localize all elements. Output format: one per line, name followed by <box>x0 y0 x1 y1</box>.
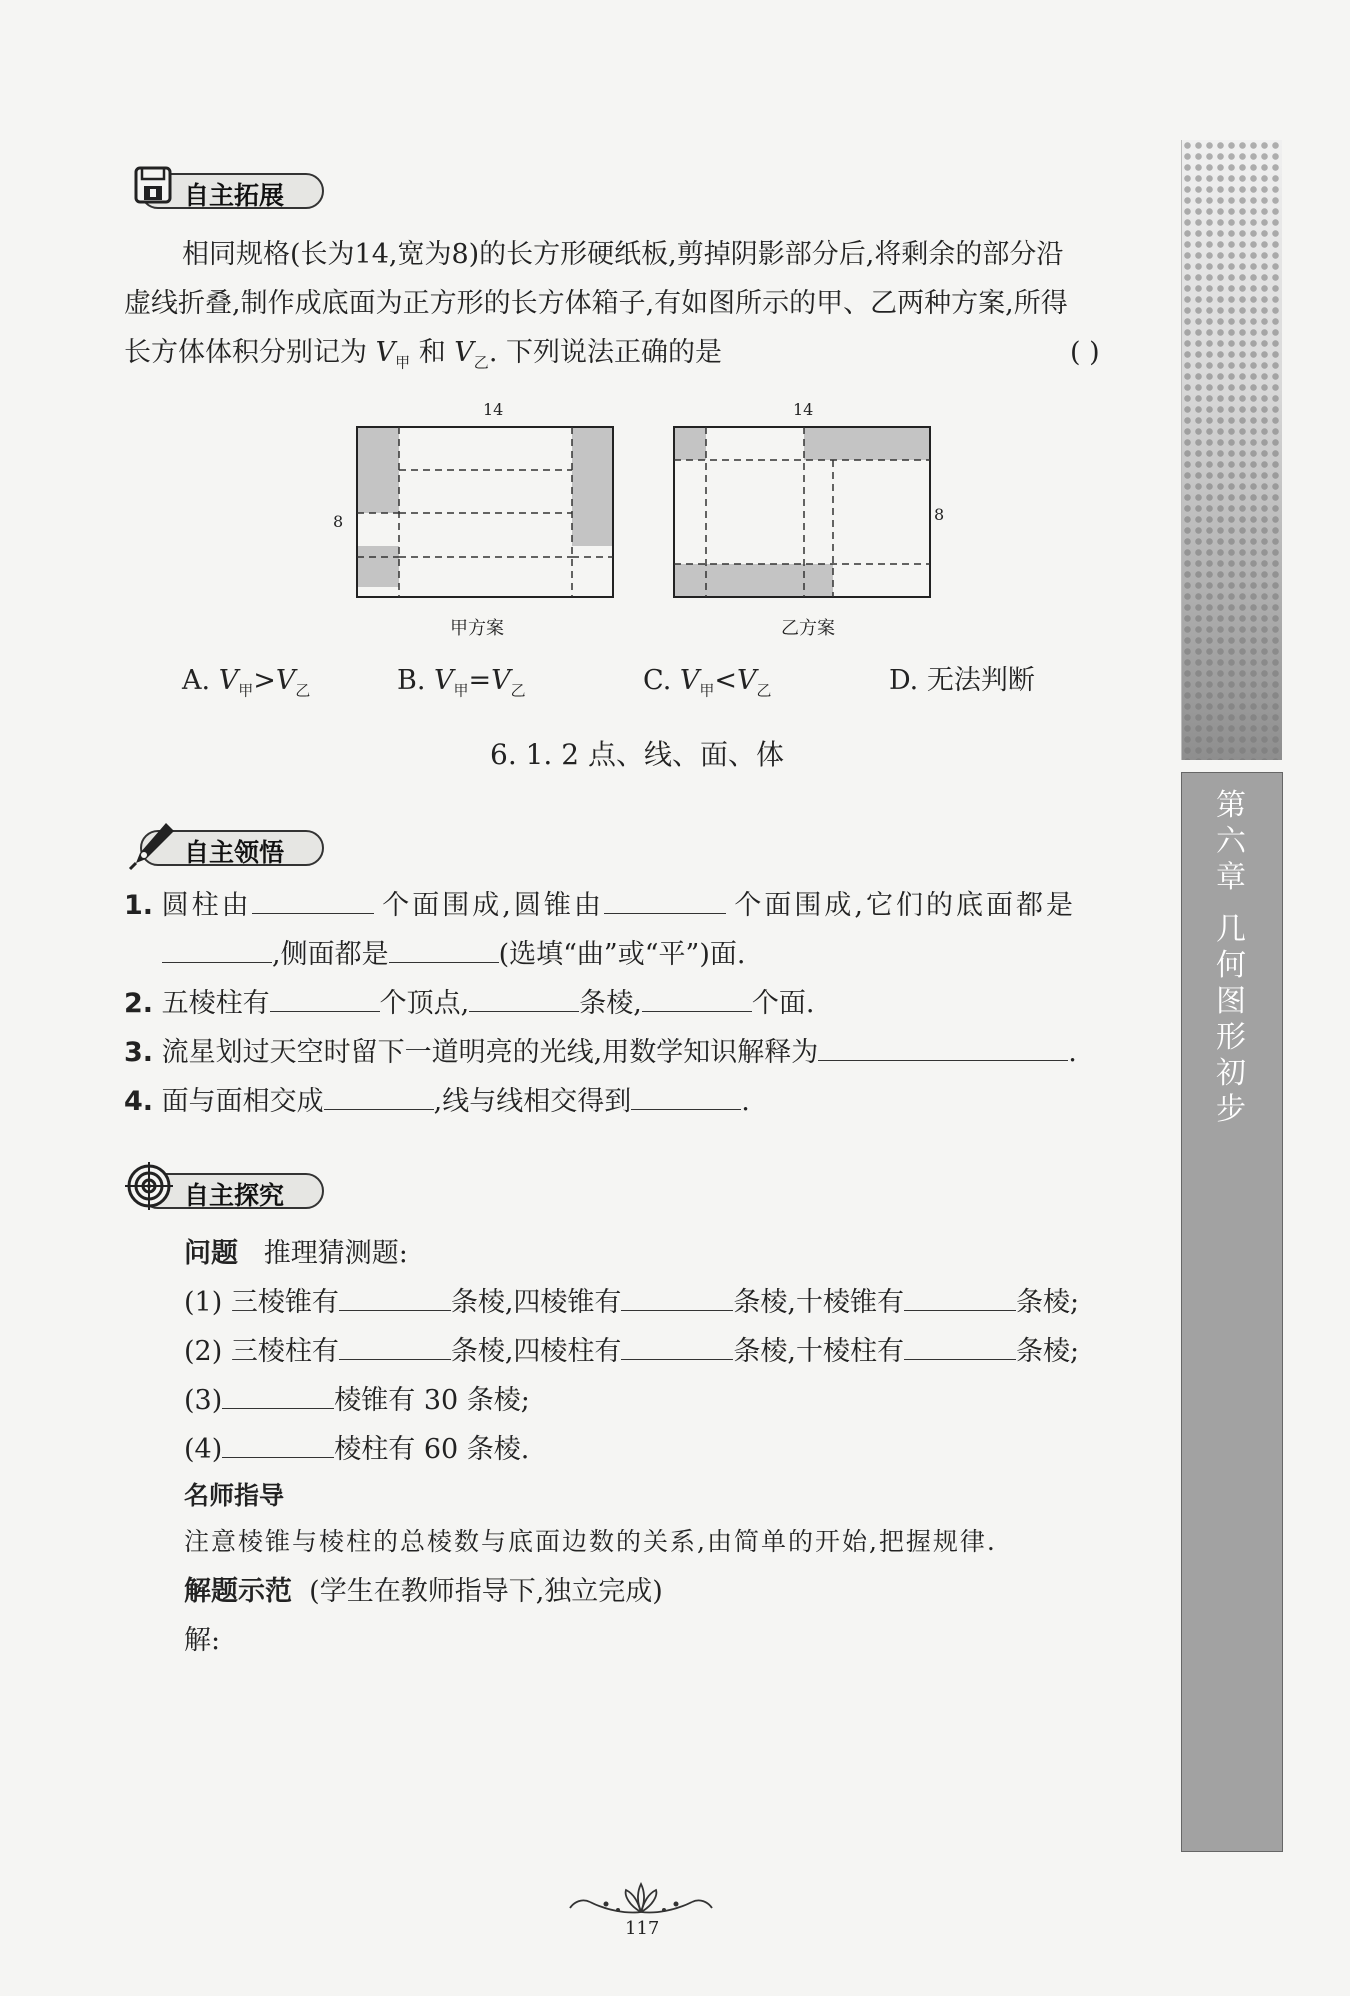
answer-blank[interactable] <box>270 987 380 1012</box>
chapter-title: 第 六 章 几 何 图 形 初 步 <box>1216 788 1246 1127</box>
diagram-scheme-jia <box>356 426 614 598</box>
answer-blank[interactable] <box>389 938 499 963</box>
problem-heading: 问题 推理猜测题: <box>184 1238 408 1269</box>
answer-blank[interactable] <box>469 987 579 1012</box>
section-header-comprehend <box>122 825 324 865</box>
answer-blank[interactable] <box>324 1085 434 1110</box>
question-2: 2. 五棱柱有 个顶点, 条棱, 个面. <box>124 988 815 1019</box>
answer-blank[interactable] <box>904 1286 1016 1311</box>
answer-blank[interactable] <box>339 1335 451 1360</box>
solution-label: 解: <box>184 1625 221 1656</box>
answer-blank[interactable] <box>642 987 752 1012</box>
fig-left-width-label: 14 <box>483 400 504 419</box>
fig-left-height-label: 8 <box>333 512 344 531</box>
question-1-line-2: ,侧面都是 (选填“曲”或“平”)面. <box>162 936 745 974</box>
question-1-line-1: 1. 圆柱由 个面围成,圆锥由 个面围成,它们的底面都是 <box>124 890 1077 921</box>
question-3: 3. 流星划过天空时留下一道明亮的光线,用数学知识解释为 . <box>124 1037 1077 1068</box>
intro-line-3: 长方体体积分别记为 $V_甲$ 和 $V_乙$. 下列说法正确的是 <box>124 337 722 372</box>
section-title: 自主领悟 <box>184 838 285 867</box>
floppy-disk-icon <box>122 162 176 214</box>
section-header-expand <box>122 168 324 208</box>
answer-blank[interactable] <box>818 1036 1068 1061</box>
fig-right-height-label: 8 <box>934 505 945 524</box>
demo-line: 解题示范 (学生在教师指导下,独立完成) <box>184 1576 663 1607</box>
sidebar-decoration <box>1181 140 1282 760</box>
answer-blank[interactable] <box>621 1286 733 1311</box>
problem-part-2: (2) 三棱柱有 条棱,四棱柱有 条棱,十棱柱有 条棱; <box>184 1336 1080 1367</box>
answer-blank[interactable] <box>339 1286 451 1311</box>
problem-part-1: (1) 三棱锥有 条棱,四棱锥有 条棱,十棱锥有 条棱; <box>184 1287 1080 1318</box>
guide-title: 名师指导 <box>184 1481 285 1510</box>
guide-text: 注意棱锥与棱柱的总棱数与底面边数的关系,由简单的开始,把握规律. <box>184 1527 997 1556</box>
intro-line-1: 相同规格(长为14,宽为8)的长方形硬纸板,剪掉阴影部分后,将剩余的部分沿 <box>182 239 1064 270</box>
answer-blank[interactable] <box>222 1433 334 1458</box>
diagram-scheme-yi <box>673 426 931 598</box>
fig-left-caption: 甲方案 <box>450 618 504 639</box>
answer-paren: ( ) <box>1070 337 1100 368</box>
section-header-explore <box>122 1168 324 1208</box>
target-icon <box>122 1162 176 1214</box>
floral-ornament-icon <box>566 1880 716 1920</box>
problem-part-3: (3) 棱锥有 30 条棱; <box>184 1385 530 1416</box>
answer-blank[interactable] <box>252 889 374 914</box>
section-title: 自主拓展 <box>184 181 285 210</box>
answer-blank[interactable] <box>904 1335 1016 1360</box>
option-b: B. $V_甲=V_乙$ <box>397 665 526 700</box>
section-title: 自主探究 <box>184 1181 285 1210</box>
problem-part-4: (4) 棱柱有 60 条棱. <box>184 1434 530 1465</box>
option-c: C. $V_甲<V_乙$ <box>643 665 772 700</box>
fig-right-width-label: 14 <box>793 400 814 419</box>
pen-icon <box>122 819 176 871</box>
answer-blank[interactable] <box>621 1335 733 1360</box>
answer-blank[interactable] <box>631 1085 741 1110</box>
answer-blank[interactable] <box>222 1384 334 1409</box>
question-4: 4. 面与面相交成 ,线与线相交得到 . <box>124 1086 750 1117</box>
intro-line-2: 虚线折叠,制作成底面为正方形的长方体箱子,有如图所示的甲、乙两种方案,所得 <box>124 288 1068 319</box>
option-d: D. 无法判断 <box>889 665 1035 696</box>
page-number: 117 <box>625 1918 660 1939</box>
answer-blank[interactable] <box>162 938 272 963</box>
option-a: A. $V_甲>V_乙$ <box>182 665 311 700</box>
answer-blank[interactable] <box>604 889 726 914</box>
subsection-title: 6. 1. 2 点、线、面、体 <box>490 738 784 771</box>
fig-right-caption: 乙方案 <box>781 618 835 639</box>
